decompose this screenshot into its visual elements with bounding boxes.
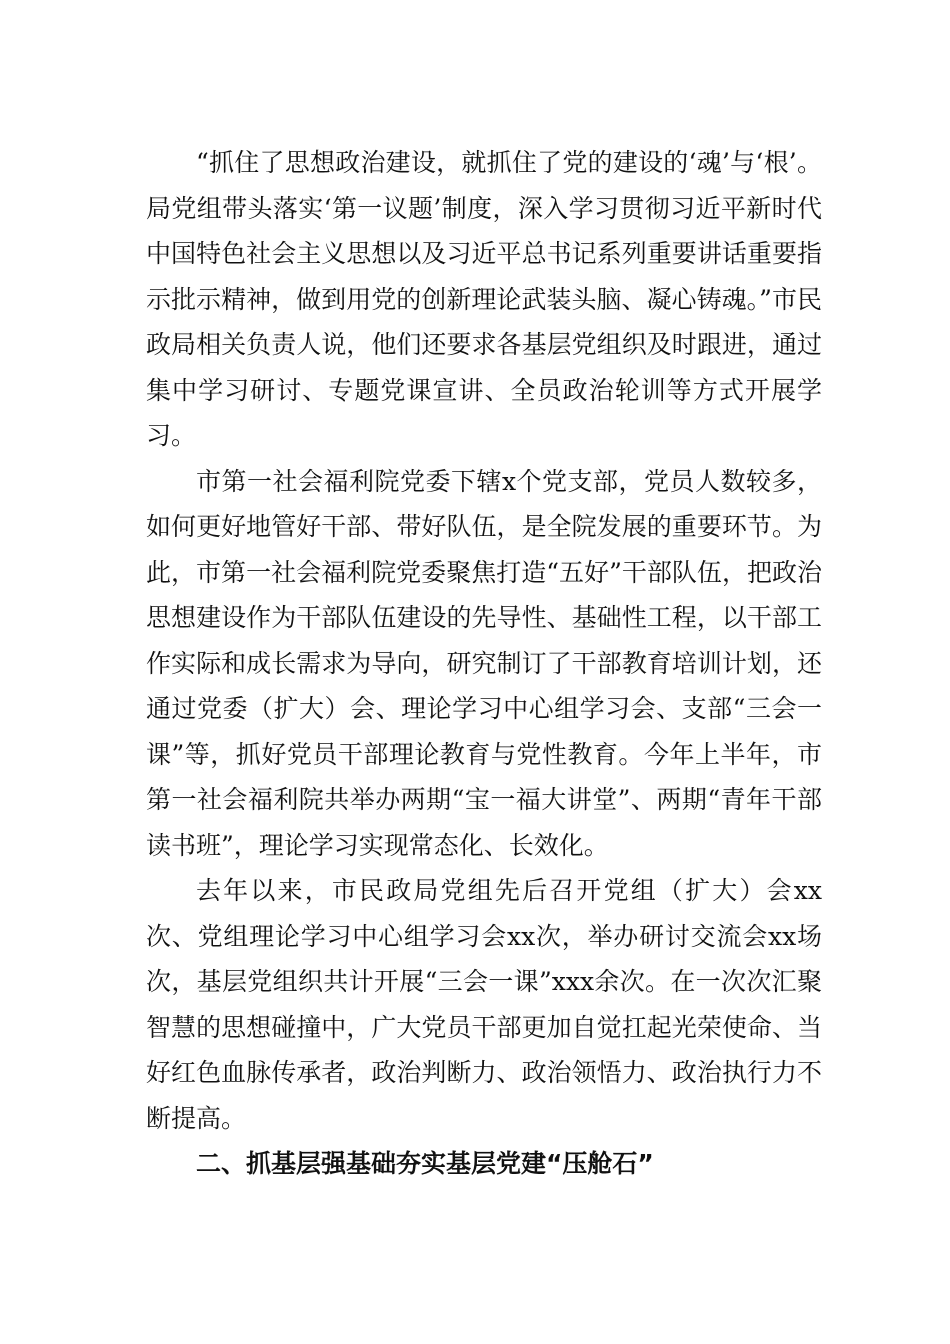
paragraph-thought-building: “抓住了思想政治建设，就抓住了党的建设的‘魂’与‘根’。局党组带头落实‘第一议题’制度，深入学习贯彻习近平新时代中国特色社会主义思想以及习近平总书记系列重要讲话重要指示批示精神，做到用党的创新理论武装头脑、凝心铸魂。”市民政局相关负责人说，他们还要求各基层党组织及时跟进，通过集中学习研讨、专题党课宣讲、全员政治轮训等方式开展学习。 (146, 148, 822, 450)
paragraph-welfare-institute: 市第一社会福利院党委下辖x个党支部，党员人数较多，如何更好地管好干部、带好队伍，是全院发展的重要环节。为此，市第一社会福利院党委聚焦打造“五好”干部队伍，把政治思想建设作为干部队伍建设的先导性、基础性工程，以干部工作实际和成长需求为导向，研究制订了干部教育培训计划，还通过党委（扩大）会、理论学习中心组学习会、支部“三会一课”等，抓好党员干部理论教育与党性教育。今年上半年，市第一社会福利院共举办两期“宝一福大讲堂”、两期“青年干部读书班”，理论学习实现常态化、长效化。 (146, 466, 822, 860)
document-body (146, 140, 822, 1187)
paragraph-results-summary: 去年以来，市民政局党组先后召开党组（扩大）会xx次、党组理论学习中心组学习会xx次，举办研讨交流会xx场次，基层党组织共计开展“三会一课”xxx余次。在一次次汇聚智慧的思想碰撞中，广大党员干部更加自觉扛起光荣使命、当好红色血脉传承者，政治判断力、政治领悟力、政治执行力不断提高。 (146, 876, 822, 1133)
section-heading: 二、抓基层强基础夯实基层党建“压舱石” (196, 1149, 654, 1178)
